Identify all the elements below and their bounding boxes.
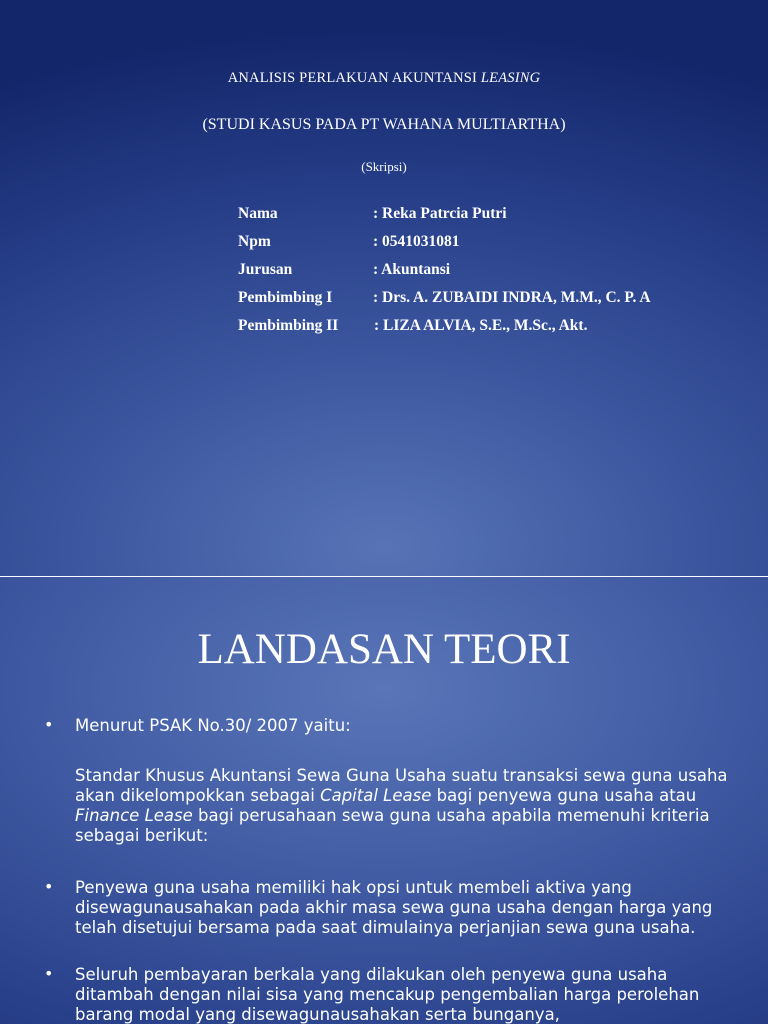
bullet-icon: • [44, 877, 54, 896]
info-value: : Drs. A. ZUBAIDI INDRA, M.M., C. P. A [373, 289, 651, 306]
thesis-subtitle: (STUDI KASUS PADA PT WAHANA MULTIARTHA) [202, 116, 566, 133]
paragraph-text: Standar Khusus Akuntansi Sewa Guna Usaha suatu transaksi sewa guna usaha akan dikelompokkan sebagai [75, 766, 728, 805]
info-label: Npm [238, 233, 271, 250]
definition-paragraph [75, 766, 735, 846]
paragraph-text: bagi perusahaan sewa guna usaha apabila memenuhi kriteria sebagai berikut: [75, 806, 710, 845]
bullet-item-1: Menurut PSAK No.30/ 2007 yaitu: [75, 716, 351, 735]
info-value: : LIZA ALVIA, S.E., M.Sc., Akt. [374, 317, 588, 334]
term-capital-lease: Capital Lease [320, 786, 432, 805]
info-value: : Reka Patrcia Putri [373, 205, 507, 222]
paragraph-text: bagi penyewa guna usaha atau [431, 786, 697, 805]
bullet-item-2: Penyewa guna usaha memiliki hak opsi untuk membeli aktiva yang disewagunausahakan pada akhir masa sewa guna usaha dengan harga yang telah disetujui bersama pada saat dimulainya perjanjian sewa guna usaha. [75, 878, 713, 937]
info-label: Jurusan [238, 261, 293, 278]
bullet-icon: • [44, 715, 54, 734]
thesis-title-text: ANALISIS PERLAKUAN AKUNTANSI [227, 70, 481, 86]
term-finance-lease: Finance Lease [75, 806, 193, 825]
thesis-title-italic: LEASING [480, 70, 541, 86]
bullet-icon: • [44, 964, 54, 983]
info-label: Nama [238, 205, 278, 222]
slide-heading: LANDASAN TEORI [197, 626, 571, 673]
info-value: : 0541031081 [373, 233, 460, 250]
info-value: : Akuntansi [373, 261, 451, 278]
info-label: Pembimbing II [238, 317, 339, 334]
thesis-type: (Skripsi) [361, 159, 407, 174]
thesis-title [0, 70, 768, 87]
slide-landasan-teori [0, 577, 768, 1024]
bullet-item-3: Seluruh pembayaran berkala yang dilakukan oleh penyewa guna usaha ditambah dengan nilai sisa yang mencakup pengembalian harga perolehan barang modal yang disewagunausahakan serta bunganya, [75, 965, 700, 1024]
info-label: Pembimbing I [238, 289, 333, 306]
